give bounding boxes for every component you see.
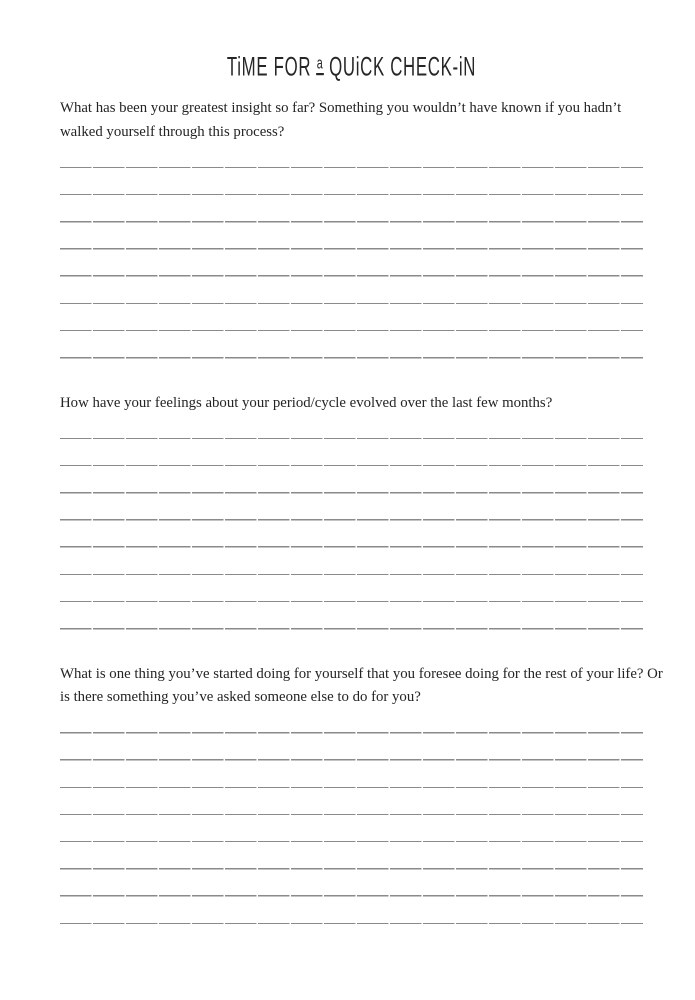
answer-line — [60, 466, 643, 493]
answer-line — [60, 897, 643, 924]
answer-line — [60, 521, 643, 548]
answer-line — [60, 548, 643, 575]
answer-lines-2 — [60, 412, 643, 630]
answer-line — [60, 788, 643, 815]
answer-line — [60, 761, 643, 788]
answer-line — [60, 870, 643, 897]
answer-line — [60, 250, 643, 277]
answer-lines-1 — [60, 141, 643, 359]
answer-line — [60, 734, 643, 761]
question-1-text: What has been your greatest insight so far? Something you wouldn’t have known if you hadn’t walked yourself through this process? — [60, 100, 622, 140]
answer-line — [60, 277, 643, 304]
answer-line — [60, 707, 643, 734]
answer-line — [60, 195, 643, 222]
question-section-feelings — [60, 392, 643, 630]
page-title-a-glyph: a — [316, 55, 324, 75]
page-title — [147, 52, 555, 83]
answer-line — [60, 842, 643, 869]
answer-line — [60, 439, 643, 466]
question-2-text: How have your feelings about your period/cycle evolved over the last few months? — [60, 394, 553, 411]
answer-line — [60, 494, 643, 521]
answer-line — [60, 815, 643, 842]
answer-line — [60, 141, 643, 168]
question-section-self-care — [60, 663, 663, 925]
question-3-text: What is one thing you’ve started doing for yourself that you foresee doing for the rest of your life? Or is there something you’ve asked someone else to do for you? — [60, 665, 663, 705]
answer-line — [60, 602, 643, 629]
answer-lines-3 — [60, 707, 643, 925]
answer-line — [60, 412, 643, 439]
page-title-prefix: TiME FOR — [226, 52, 312, 83]
answer-line — [60, 168, 643, 195]
question-section-insight — [60, 97, 643, 359]
page-title-suffix: QUiCK CHECK-iN — [329, 52, 477, 83]
answer-line — [60, 304, 643, 331]
answer-line — [60, 575, 643, 602]
answer-line — [60, 223, 643, 250]
answer-line — [60, 331, 643, 358]
